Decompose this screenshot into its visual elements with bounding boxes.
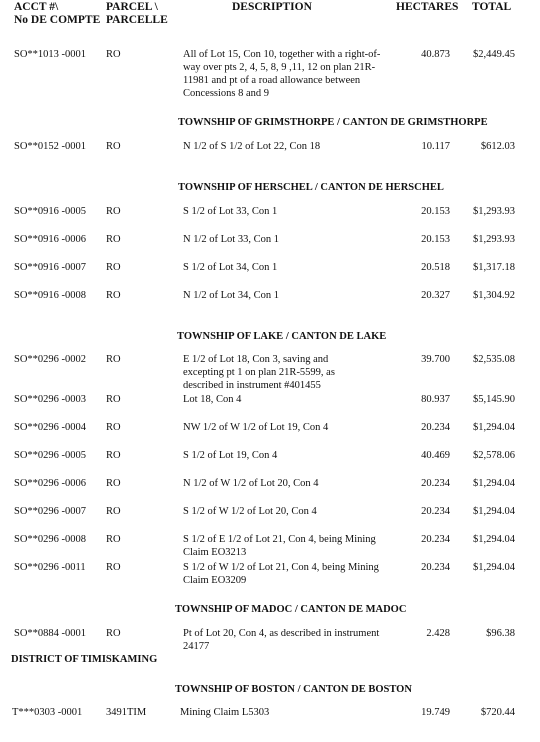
total-cell: $1,294.04 (473, 562, 515, 573)
acct-cell: T***0303 -0001 (12, 707, 83, 718)
parcel-cell: 3491TIM (106, 707, 147, 718)
total-cell: $2,449.45 (473, 49, 515, 60)
description-cell: N 1/2 of Lot 34, Con 1 (183, 290, 279, 301)
total-cell: $5,145.90 (473, 394, 515, 405)
section-heading: TOWNSHIP OF GRIMSTHORPE / CANTON DE GRIMSTHORPE (178, 117, 488, 128)
description-cell: Mining Claim L5303 (180, 707, 270, 718)
total-cell: $1,294.04 (473, 478, 515, 489)
description-cell: N 1/2 of S 1/2 of Lot 22, Con 18 (183, 141, 321, 152)
header-acct: ACCT #\ No DE COMPTE (14, 1, 101, 26)
description-cell: NW 1/2 of W 1/2 of Lot 19, Con 4 (183, 422, 329, 433)
parcel-cell: RO (106, 290, 121, 301)
acct-cell: SO**0296 -0004 (14, 422, 87, 433)
parcel-cell: RO (106, 354, 121, 365)
header-hectares: HECTARES (396, 1, 459, 13)
header-total: TOTAL (472, 1, 512, 13)
acct-cell: SO**0884 -0001 (14, 628, 87, 639)
section-heading: TOWNSHIP OF MADOC / CANTON DE MADOC (175, 604, 407, 615)
description-cell: S 1/2 of W 1/2 of Lot 21, Con 4, being Mining Claim EO3209 (183, 562, 379, 586)
hectares-cell: 40.469 (421, 450, 450, 461)
acct-cell: SO**0296 -0003 (14, 394, 87, 405)
district-heading: DISTRICT OF TIMISKAMING (11, 654, 158, 665)
parcel-cell: RO (106, 450, 121, 461)
acct-cell: SO**0916 -0007 (14, 262, 87, 273)
acct-cell: SO**0152 -0001 (14, 141, 87, 152)
acct-cell: SO**0296 -0006 (14, 478, 87, 489)
description-cell: N 1/2 of W 1/2 of Lot 20, Con 4 (183, 478, 319, 489)
parcel-cell: RO (106, 506, 121, 517)
acct-cell: SO**0916 -0008 (14, 290, 87, 301)
description-cell: S 1/2 of Lot 33, Con 1 (183, 206, 278, 217)
hectares-cell: 20.234 (421, 562, 450, 573)
parcel-cell: RO (106, 141, 121, 152)
hectares-cell: 20.327 (421, 290, 450, 301)
parcel-cell: RO (106, 562, 121, 573)
total-cell: $2,535.08 (473, 354, 515, 365)
header-description: DESCRIPTION (232, 1, 312, 13)
total-cell: $1,293.93 (473, 206, 515, 217)
total-cell: $96.38 (486, 628, 515, 639)
description-cell: All of Lot 15, Con 10, together with a right-of-way over pts 2, 4, 5, 8, 9 ,11, 12 on plan 21R-11981 and pt of a road allowance between Concessions 8 and 9 (183, 49, 381, 99)
acct-cell: SO**0916 -0005 (14, 206, 87, 217)
total-cell: $1,304.92 (473, 290, 515, 301)
parcel-cell: RO (106, 234, 121, 245)
hectares-cell: 19.749 (421, 707, 450, 718)
parcel-cell: RO (106, 534, 121, 545)
acct-cell: SO**0296 -0005 (14, 450, 87, 461)
hectares-cell: 10.117 (421, 141, 450, 152)
hectares-cell: 20.234 (421, 422, 450, 433)
hectares-cell: 20.518 (421, 262, 450, 273)
hectares-cell: 40.873 (421, 49, 450, 60)
parcel-cell: RO (106, 49, 121, 60)
hectares-cell: 20.234 (421, 506, 450, 517)
section-heading: TOWNSHIP OF BOSTON / CANTON DE BOSTON (175, 684, 412, 695)
total-cell: $1,293.93 (473, 234, 515, 245)
total-cell: $612.03 (480, 141, 515, 152)
acct-cell: SO**0916 -0006 (14, 234, 87, 245)
description-cell: N 1/2 of Lot 33, Con 1 (183, 234, 279, 245)
hectares-cell: 2.428 (426, 628, 450, 639)
description-cell: S 1/2 of Lot 34, Con 1 (183, 262, 278, 273)
acct-cell: SO**0296 -0011 (14, 562, 86, 573)
description-cell: S 1/2 of E 1/2 of Lot 21, Con 4, being Mining Claim EO3213 (183, 534, 376, 558)
description-cell: Lot 18, Con 4 (183, 394, 242, 405)
acct-cell: SO**0296 -0007 (14, 506, 87, 517)
total-cell: $720.44 (480, 707, 515, 718)
parcel-cell: RO (106, 394, 121, 405)
hectares-cell: 20.234 (421, 478, 450, 489)
description-cell: S 1/2 of Lot 19, Con 4 (183, 450, 278, 461)
description-cell: Pt of Lot 20, Con 4, as described in instrument 24177 (183, 628, 380, 652)
total-cell: $1,294.04 (473, 422, 515, 433)
description-cell: E 1/2 of Lot 18, Con 3, saving and excepting pt 1 on plan 21R-5599, as described in instrument #401455 (183, 354, 335, 391)
hectares-cell: 80.937 (421, 394, 450, 405)
hectares-cell: 20.153 (421, 206, 450, 217)
parcel-cell: RO (106, 628, 121, 639)
section-heading: TOWNSHIP OF LAKE / CANTON DE LAKE (177, 331, 387, 342)
header-parcel: PARCEL \ PARCELLE (106, 1, 168, 26)
parcel-cell: RO (106, 478, 121, 489)
total-cell: $2,578.06 (473, 450, 515, 461)
hectares-cell: 39.700 (421, 354, 450, 365)
acct-cell: SO**1013 -0001 (14, 49, 87, 60)
total-cell: $1,294.04 (473, 534, 515, 545)
parcel-cell: RO (106, 422, 121, 433)
total-cell: $1,317.18 (473, 262, 515, 273)
parcel-cell: RO (106, 206, 121, 217)
acct-cell: SO**0296 -0008 (14, 534, 87, 545)
section-heading: TOWNSHIP OF HERSCHEL / CANTON DE HERSCHEL (178, 182, 444, 193)
total-cell: $1,294.04 (473, 506, 515, 517)
description-cell: S 1/2 of W 1/2 of Lot 20, Con 4 (183, 506, 317, 517)
hectares-cell: 20.153 (421, 234, 450, 245)
parcel-cell: RO (106, 262, 121, 273)
acct-cell: SO**0296 -0002 (14, 354, 87, 365)
hectares-cell: 20.234 (421, 534, 450, 545)
